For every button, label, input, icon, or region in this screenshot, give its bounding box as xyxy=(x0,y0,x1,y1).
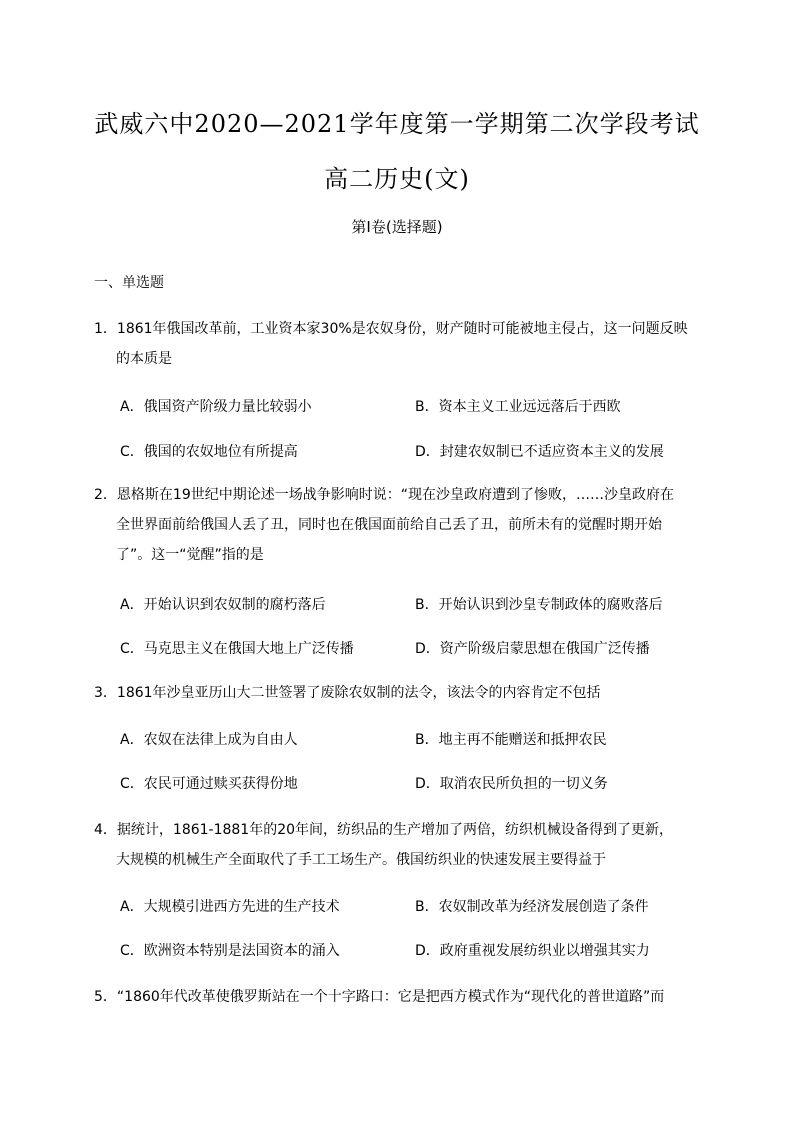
question-4-line-1: 4．据统计，1861-1881年的20年间，纺织品的生产增加了两倍，纺织机械设备得到了更新， xyxy=(94,822,674,838)
question-1 xyxy=(94,314,704,374)
question-3-option-a: A．农奴在法律上成为自由人 xyxy=(120,732,298,748)
question-3-option-b: B．地主再不能赠送和抵押农民 xyxy=(415,732,607,748)
question-1-line-2: 的本质是 xyxy=(116,351,172,367)
question-3-line-1: 3．1861年沙皇亚历山大二世签署了废除农奴制的法令，该法令的内容肯定不包括 xyxy=(94,685,601,701)
question-2-option-a: A．开始认识到农奴制的腐朽落后 xyxy=(120,597,326,613)
question-4-option-d: D．政府重视发展纺织业以增强其实力 xyxy=(415,943,650,959)
question-3-option-c: C．农民可通过赎买获得份地 xyxy=(120,776,298,792)
question-5-line-1: 5．“1860年代改革使俄罗斯站在一个十字路口：它是把西方模式作为“现代化的普世道路”而 xyxy=(94,989,665,1005)
question-2-option-b: B．开始认识到沙皇专制政体的腐败落后 xyxy=(415,597,663,613)
exam-subject: 高二历史(文) xyxy=(324,165,470,193)
question-2 xyxy=(94,480,704,570)
question-4-option-b: B．农奴制改革为经济发展创造了条件 xyxy=(415,899,649,915)
question-5 xyxy=(94,982,704,1012)
question-4-option-a: A．大规模引进西方先进的生产技术 xyxy=(120,899,340,915)
question-1-option-c: C．俄国的农奴地位有所提高 xyxy=(120,444,298,460)
question-1-option-a: A．俄国资产阶级力量比较弱小 xyxy=(120,399,312,415)
question-4 xyxy=(94,815,704,875)
part-heading: 第I卷(选择题) xyxy=(351,218,443,236)
question-2-line-3: 了”。这一“觉醒”指的是 xyxy=(116,547,264,563)
question-3 xyxy=(94,678,704,708)
question-1-line-1: 1．1861年俄国改革前，工业资本家30%是农奴身份，财产随时可能被地主侵占，这一问题反映 xyxy=(94,321,688,337)
question-2-line-1: 2．恩格斯在19世纪中期论述一场战争影响时说：“现在沙皇政府遭到了惨败，……沙皇政府在 xyxy=(94,487,674,503)
question-1-option-d: D．封建农奴制已不适应资本主义的发展 xyxy=(415,444,664,460)
question-4-option-c: C．欧洲资本特别是法国资本的涌入 xyxy=(120,943,340,959)
question-4-line-2: 大规模的机械生产全面取代了手工工场生产。俄国纺织业的快速发展主要得益于 xyxy=(116,852,606,868)
section-heading: 一、单选题 xyxy=(94,275,164,291)
question-1-option-b: B．资本主义工业远远落后于西欧 xyxy=(415,399,621,415)
question-2-line-2: 全世界面前给俄国人丢了丑，同时也在俄国面前给自己丢了丑，前所未有的觉醒时期开始 xyxy=(116,517,662,533)
question-2-option-c: C．马克思主义在俄国大地上广泛传播 xyxy=(120,641,354,657)
exam-title: 武威六中2020—2021学年度第一学期第二次学段考试 xyxy=(94,110,700,138)
question-3-option-d: D．取消农民所负担的一切义务 xyxy=(415,776,608,792)
question-2-option-d: D．资产阶级启蒙思想在俄国广泛传播 xyxy=(415,641,650,657)
